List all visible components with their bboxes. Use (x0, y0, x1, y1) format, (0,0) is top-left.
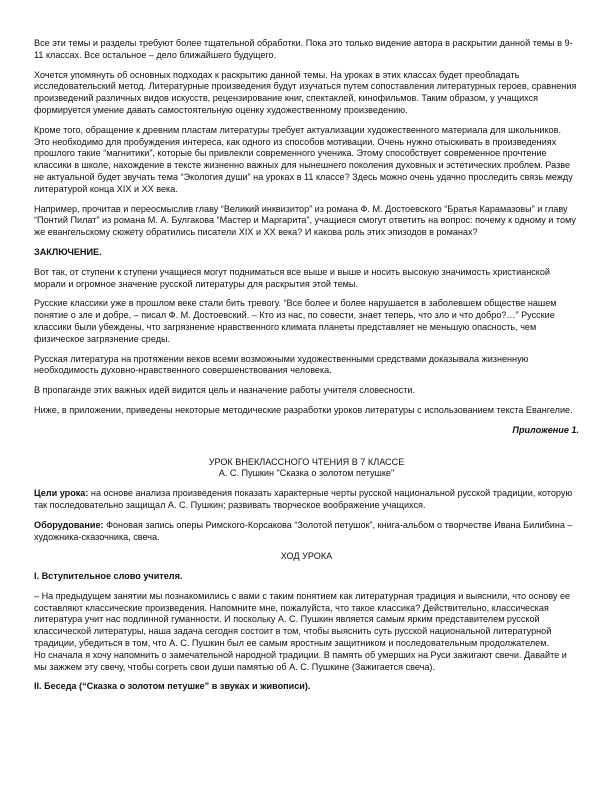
paragraph: Хочется упомянуть об основных подходах к раскрытию данной темы. На уроках в этих классах будет преобладать исследовательский метод. Литературные произведения будут изучаться путем сопоставления литературных героев, сравнения произведений различных видов искусств, рецензирование книг, спектаклей, кинофильмов. Таким образом, у учащихся формируется умение давать самостоятельную оценку художественному произведению. (34, 69, 577, 115)
paragraph: Ниже, в приложении, приведены некоторые методические разработки уроков литературы с использованием текста Евангелие. (34, 404, 573, 415)
appendix-label: Приложение 1. (512, 424, 579, 435)
goals-label: Цели урока: (34, 488, 89, 499)
paragraph: Кроме того, обращение к древним пластам литературы требует актуализации художественного материала для школьников. Это необходимо для пробуждения интереса, как одного из способов мотивации. Очень нужно отыскивать в произведениях прошлого такие “магнитики”, которые бы привлекли современного ученика. Этому способствует современное прочтение классики в школе, нахождение в тексте жизненно важных для нынешнего поколения духовных и эстетических проблем. Разве не актуальной будет звучать тема “Экология души” на уроках в 11 классе? Здесь можно очень удачно проследить связь между литературой конца XIX и XX века. (34, 124, 573, 194)
section1-heading: I. Вступительное слово учителя. (34, 571, 183, 582)
document-page (34, 38, 579, 701)
lesson-subtitle: А. С. Пушкин "Сказка о золотом петушке" (218, 468, 395, 479)
lesson-title-block (34, 457, 579, 481)
goals-text: на основе анализа произведения показать характерные черты русской национальной русской традиции, которую так последовательно защищал А. С. Пушкин; развивать творческое воображение учащихся. (34, 488, 573, 510)
paragraph: В пропаганде этих важных идей видится цель и назначение работы учителя словесности. (34, 385, 416, 396)
lesson-goals (34, 488, 579, 512)
section1-paragraph: – На предыдущем занятии мы познакомились с вами с таким понятием как литературная традиция и выяснили, что основу ее составляют классические произведения. Напомните мне, пожалуйста, что такое классика? Действительно, классическая литература учит нас подлинной гуманности. И поскольку А. С. Пушкин является самым ярким представителем русской классической литературы, наша задача сегодня состоит в том, чтобы выяснить суть русской национальной литературной традиции, убедиться в том, что А. С. Пушкин был ее самым яростным защитником и последовательным продолжателем. (34, 590, 571, 649)
conclusion-heading: ЗАКЛЮЧЕНИЕ. (34, 246, 102, 257)
paragraph: Русские классики уже в прошлом веке стали бить тревогу. “Все более и более нарушается в заболевшем обществе нашем понятие о зле и добре, – писал Ф. М. Достоевский. – Кто из нас, по совести, знает теперь, что зло и что добро?…” Русские классики были убеждены, что загрязнение нравственного климата планеты представляет не меньшую опасность, чем физическое загрязнение среды. (34, 298, 557, 344)
lesson-flow-heading: ХОД УРОКА (280, 551, 333, 562)
equipment-text: Фоновая запись оперы Римского-Корсакова “Золотой петушок”, книга-альбом о творчестве Ивана Билибина – художника-сказочника, свеча. (34, 519, 573, 542)
equipment-label: Оборудование: (34, 519, 104, 530)
paragraph: Русская литература на протяжении веков всеми возможными художественными средствами доказывала жизненную необходимость духовно-нравственного совершенствования человека. (34, 353, 529, 376)
section1-paragraph: Но сначала я хочу напомнить о замечательной народной традиции. В память об умерших на Руси зажигают свечи. Давайте и мы зажжем эту свечу, чтобы согреть свои души памятью об А. С. Пушкине (Зажигается свеча). (34, 649, 567, 672)
paragraph: Например, прочитав и переосмыслив главу “Великий инквизитор” из романа Ф. М. Достоевского “Братья Карамазовы” и главу “Понтий Пилат” из романа М. А. Булгакова “Мастер и Маргарита”, учащиеся смогут ответить на вопрос: почему к одному и тому же евангельскому сюжету обратились писатели XIX и XX века? И какова роль этих эпизодов в романах? (34, 203, 576, 238)
section2-heading: II. Беседа (“Сказка о золотом петушке” в звуках и живописи). (34, 681, 311, 692)
lesson-title: УРОК ВНЕКЛАССНОГО ЧТЕНИЯ В 7 КЛАССЕ (208, 456, 405, 467)
paragraph: Вот так, от ступени к ступени учащиеся могут подниматься все выше и выше и носить высокую значимость христианской морали и огромное значение русской литературы для раскрытия этой темы. (34, 266, 551, 289)
lesson-equipment (34, 520, 579, 544)
paragraph: Все эти темы и разделы требуют более тщательной обработки. Пока это только видение автора в раскрытии данной темы в 9-11 классах. Все остальное – дело ближайшего будущего. (34, 38, 573, 60)
